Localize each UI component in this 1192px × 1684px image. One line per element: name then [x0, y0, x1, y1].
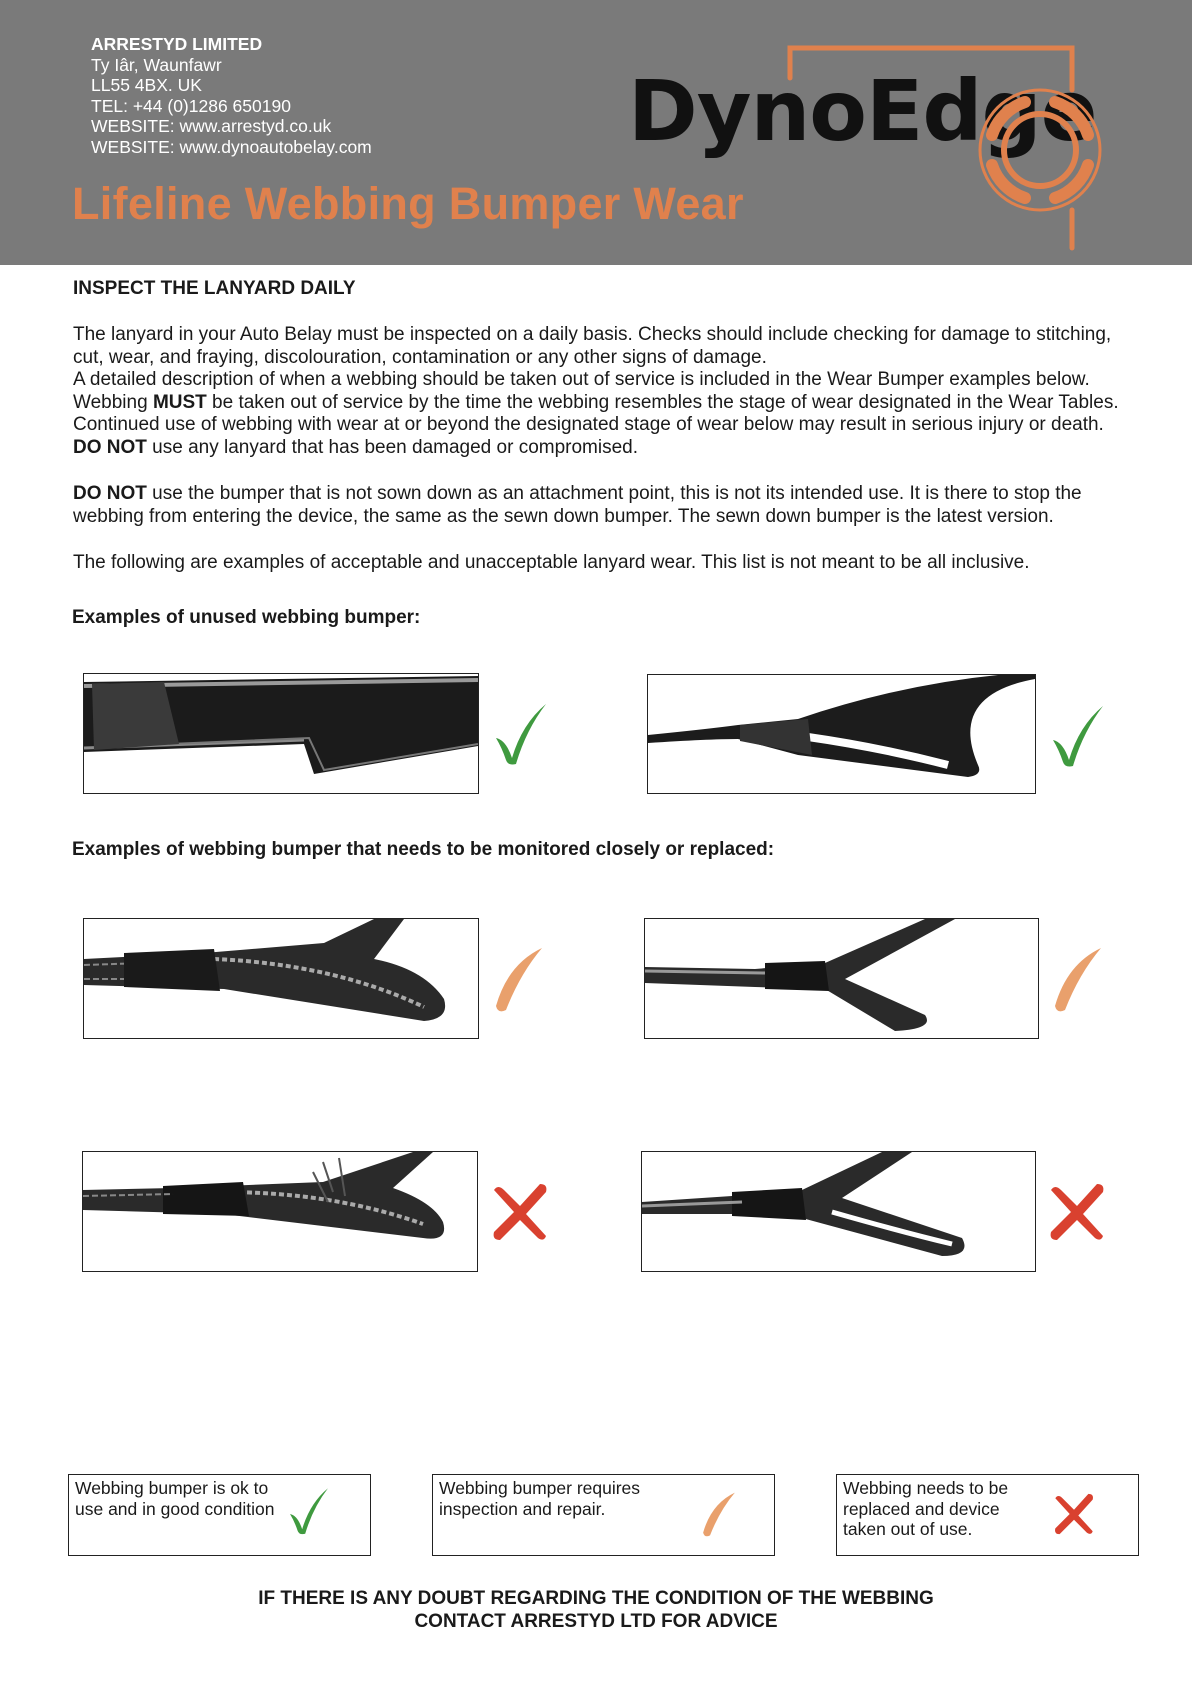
para1-text-a: A detailed description of when a webbing should be taken out of service is included in the Wear Bumper examples below. Webbing	[73, 369, 1090, 413]
do-not-emphasis: DO NOT	[73, 436, 147, 458]
para2-text: use the bumper that is not sown down as an attachment point, this is not its intended use. It is there to stop the webbing from entering the device, the same as the sewn down bumper. The sewn down bumper is the latest version.	[73, 483, 1082, 527]
photo-unused-bumper-1	[83, 673, 479, 794]
bumper-use-paragraph	[73, 483, 1123, 528]
photo-damaged-bumper-2	[641, 1151, 1036, 1272]
cross-mark-icon	[1051, 1491, 1097, 1537]
company-block	[91, 34, 372, 158]
check-mark-icon	[1049, 702, 1107, 770]
slash-mark-icon	[1049, 944, 1107, 1014]
para1-line1: The lanyard in your Auto Belay must be inspected on a daily basis. Checks should include checking for damage to stitching, cut, wear, and fraying, discolouration, contamination or any other signs of damage.	[73, 324, 1112, 368]
photo-worn-bumper-2	[644, 918, 1039, 1039]
document-title: Lifeline Webbing Bumper Wear	[72, 178, 744, 229]
cross-mark-icon	[1045, 1180, 1109, 1244]
logo-emblem-icon	[780, 40, 1140, 255]
legend-remove-text: Webbing needs to be replaced and device taken out of use.	[843, 1478, 1009, 1539]
photo-worn-bumper-1	[83, 918, 479, 1039]
inspect-heading: INSPECT THE LANYARD DAILY	[73, 278, 356, 299]
para1-text-b: be taken out of service by the time the webbing resembles the stage of wear designated in the Wear Tables. Continued use of webbing with wear at or beyond the designated stage of wear below may result in serious injury or death.	[73, 391, 1119, 435]
address-line1: Ty Iâr, Waunfawr	[91, 54, 222, 75]
logo-wordmark: DynoEdge	[628, 62, 1097, 160]
footer-advice	[0, 1587, 1192, 1633]
do-not-emphasis-2: DO NOT	[73, 483, 147, 504]
slash-mark-icon	[490, 944, 548, 1014]
legend-inspect	[432, 1474, 775, 1556]
website-link-1[interactable]: WEBSITE: www.arrestyd.co.uk	[91, 116, 332, 137]
legend-ok	[68, 1474, 371, 1556]
telephone: TEL: +44 (0)1286 650190	[91, 95, 291, 116]
legend-ok-text: Webbing bumper is ok to use and in good condition	[75, 1478, 275, 1519]
website-link-2[interactable]: WEBSITE: www.dynoautobelay.com	[91, 136, 372, 157]
must-emphasis: MUST	[152, 391, 207, 413]
cross-mark-icon	[488, 1180, 552, 1244]
company-name: ARRESTYD LIMITED	[91, 34, 263, 54]
monitor-heading: Examples of webbing bumper that needs to be monitored closely or replaced:	[72, 839, 775, 860]
photo-unused-bumper-2	[647, 674, 1036, 794]
para1-text-c: use any lanyard that has been damaged or compromised.	[146, 436, 639, 458]
inspection-paragraph	[73, 324, 1123, 459]
footer-line1: IF THERE IS ANY DOUBT REGARDING THE CONDITION OF THE WEBBING	[258, 1588, 934, 1609]
unused-heading: Examples of unused webbing bumper:	[72, 607, 421, 628]
legend-inspect-text: Webbing bumper requires inspection and repair.	[439, 1478, 641, 1519]
footer-line2: CONTACT ARRESTYD LTD FOR ADVICE	[414, 1611, 778, 1632]
examples-paragraph: The following are examples of acceptable and unacceptable lanyard wear. This list is not meant to be all inclusive.	[73, 552, 1030, 573]
check-mark-icon	[287, 1485, 331, 1537]
legend-remove	[836, 1474, 1139, 1556]
address-line2: LL55 4BX. UK	[91, 75, 202, 96]
check-mark-icon	[492, 700, 550, 768]
slash-mark-icon	[699, 1489, 739, 1539]
photo-damaged-bumper-1	[82, 1151, 478, 1272]
header-banner	[0, 0, 1192, 265]
